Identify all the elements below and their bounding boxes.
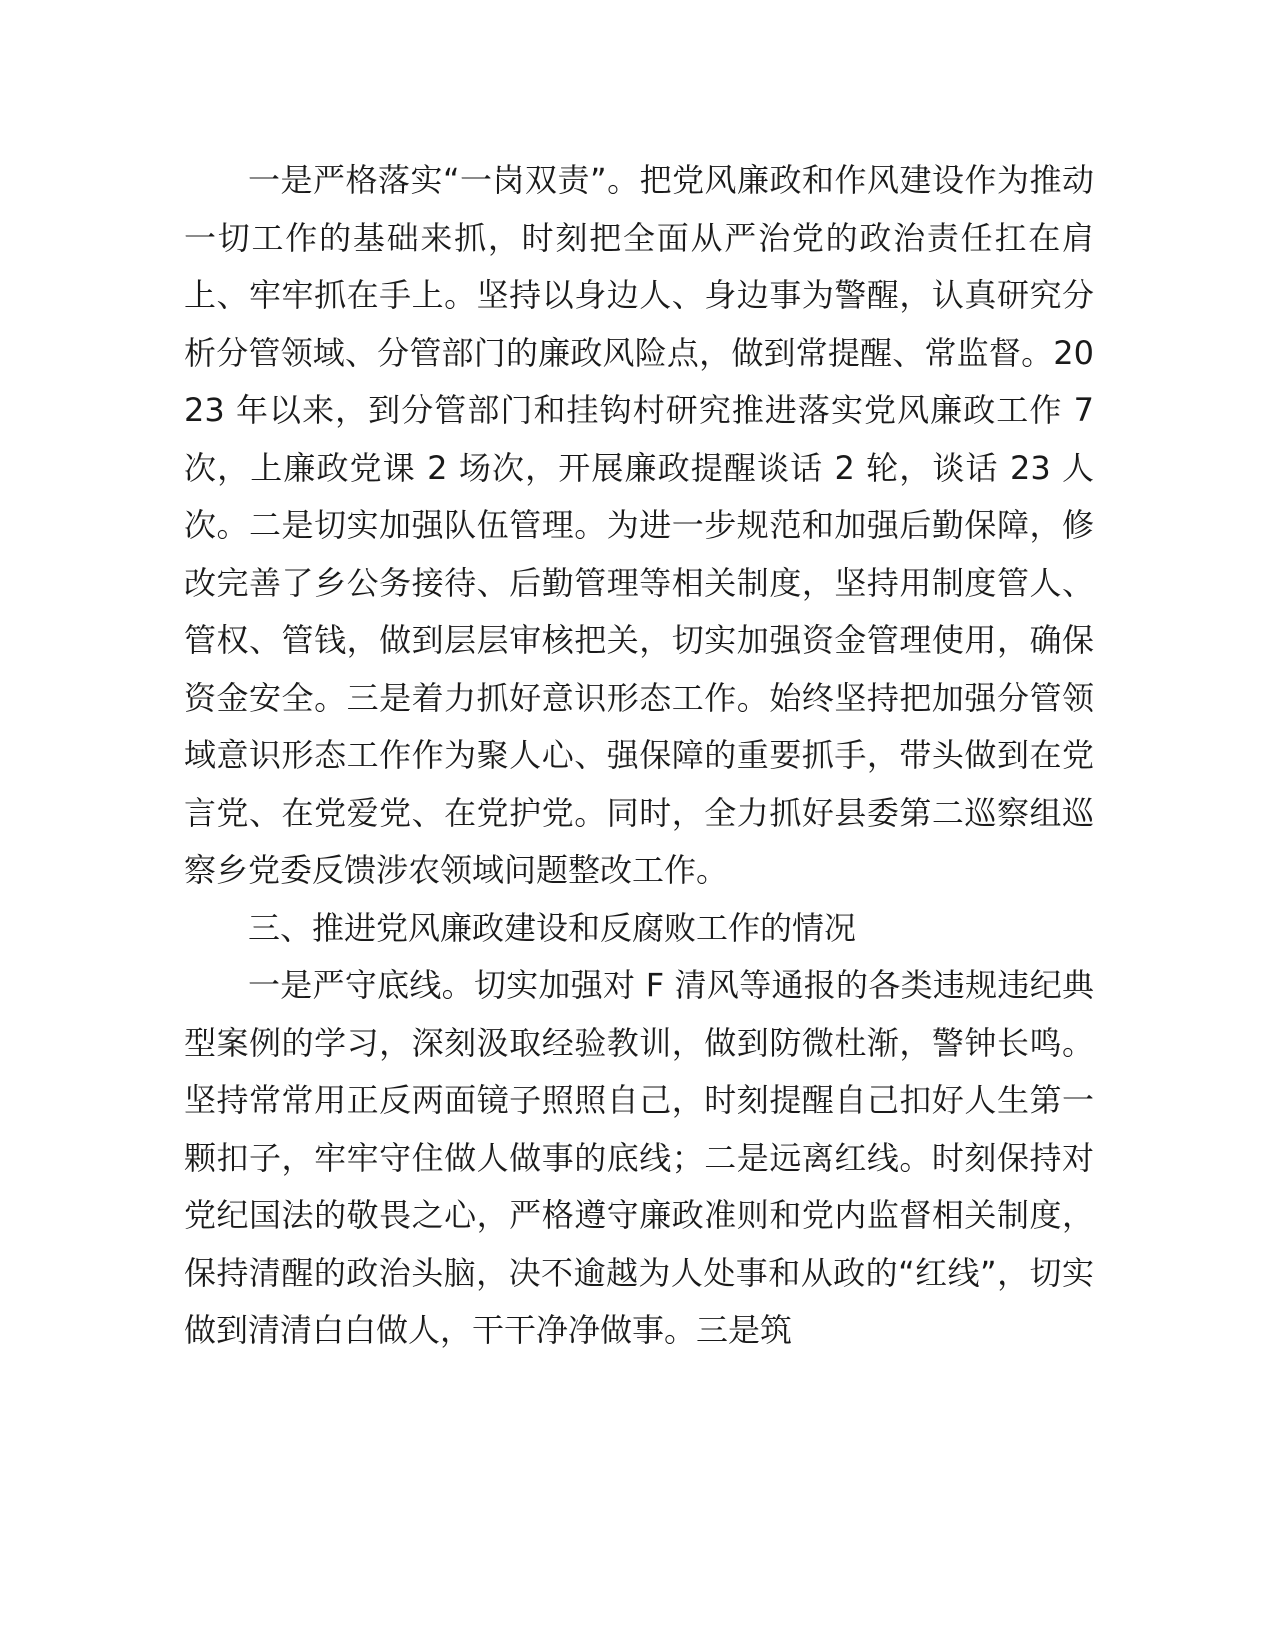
paragraph-bottom-line: 一是严守底线。切实加强对 F 清风等通报的各类违规违纪典型案例的学习，深刻汲取经验教训，做到防微杜渐，警钟长鸣。坚持常常用正反两面镜子照照自己，时刻提醒自己扣好人生第一颗扣子，牢牢守住做人做事的底线；二是远离红线。时刻保持对党纪国法的敬畏之心，严格遵守廉政准则和党内监督相关制度，保持清醒的政治头脑，决不逾越为人处事和从政的“红线”，切实做到清清白白做人，干干净净做事。三是筑: [184, 966, 1094, 1349]
document-body: [184, 152, 1094, 1360]
section-heading: 三、推进党风廉政建设和反腐败工作的情况: [248, 908, 857, 947]
paragraph-responsibility: 一是严格落实“一岗双责”。把党风廉政和作风建设作为推动一切工作的基础来抓，时刻把全面从严治党的政治责任扛在肩上、牢牢抓在手上。坚持以身边人、身边事为警醒，认真研究分析分管领域、分管部门的廉政风险点，做到常提醒、常监督。2023 年以来，到分管部门和挂钩村研究推进落实党风廉政工作 7 次，上廉政党课 2 场次，开展廉政提醒谈话 2 轮，谈话 23 人次。二是切实加强队伍管理。为进一步规范和加强后勤保障，修改完善了乡公务接待、后勤管理等相关制度，坚持用制度管人、管权、管钱，做到层层审核把关，切实加强资金管理使用，确保资金安全。三是着力抓好意识形态工作。始终坚持把加强分管领域意识形态工作作为聚人心、强保障的重要抓手，带头做到在党言党、在党爱党、在党护党。同时，全力抓好县委第二巡察组巡察乡党委反馈涉农领域问题整改工作。: [184, 161, 1094, 889]
